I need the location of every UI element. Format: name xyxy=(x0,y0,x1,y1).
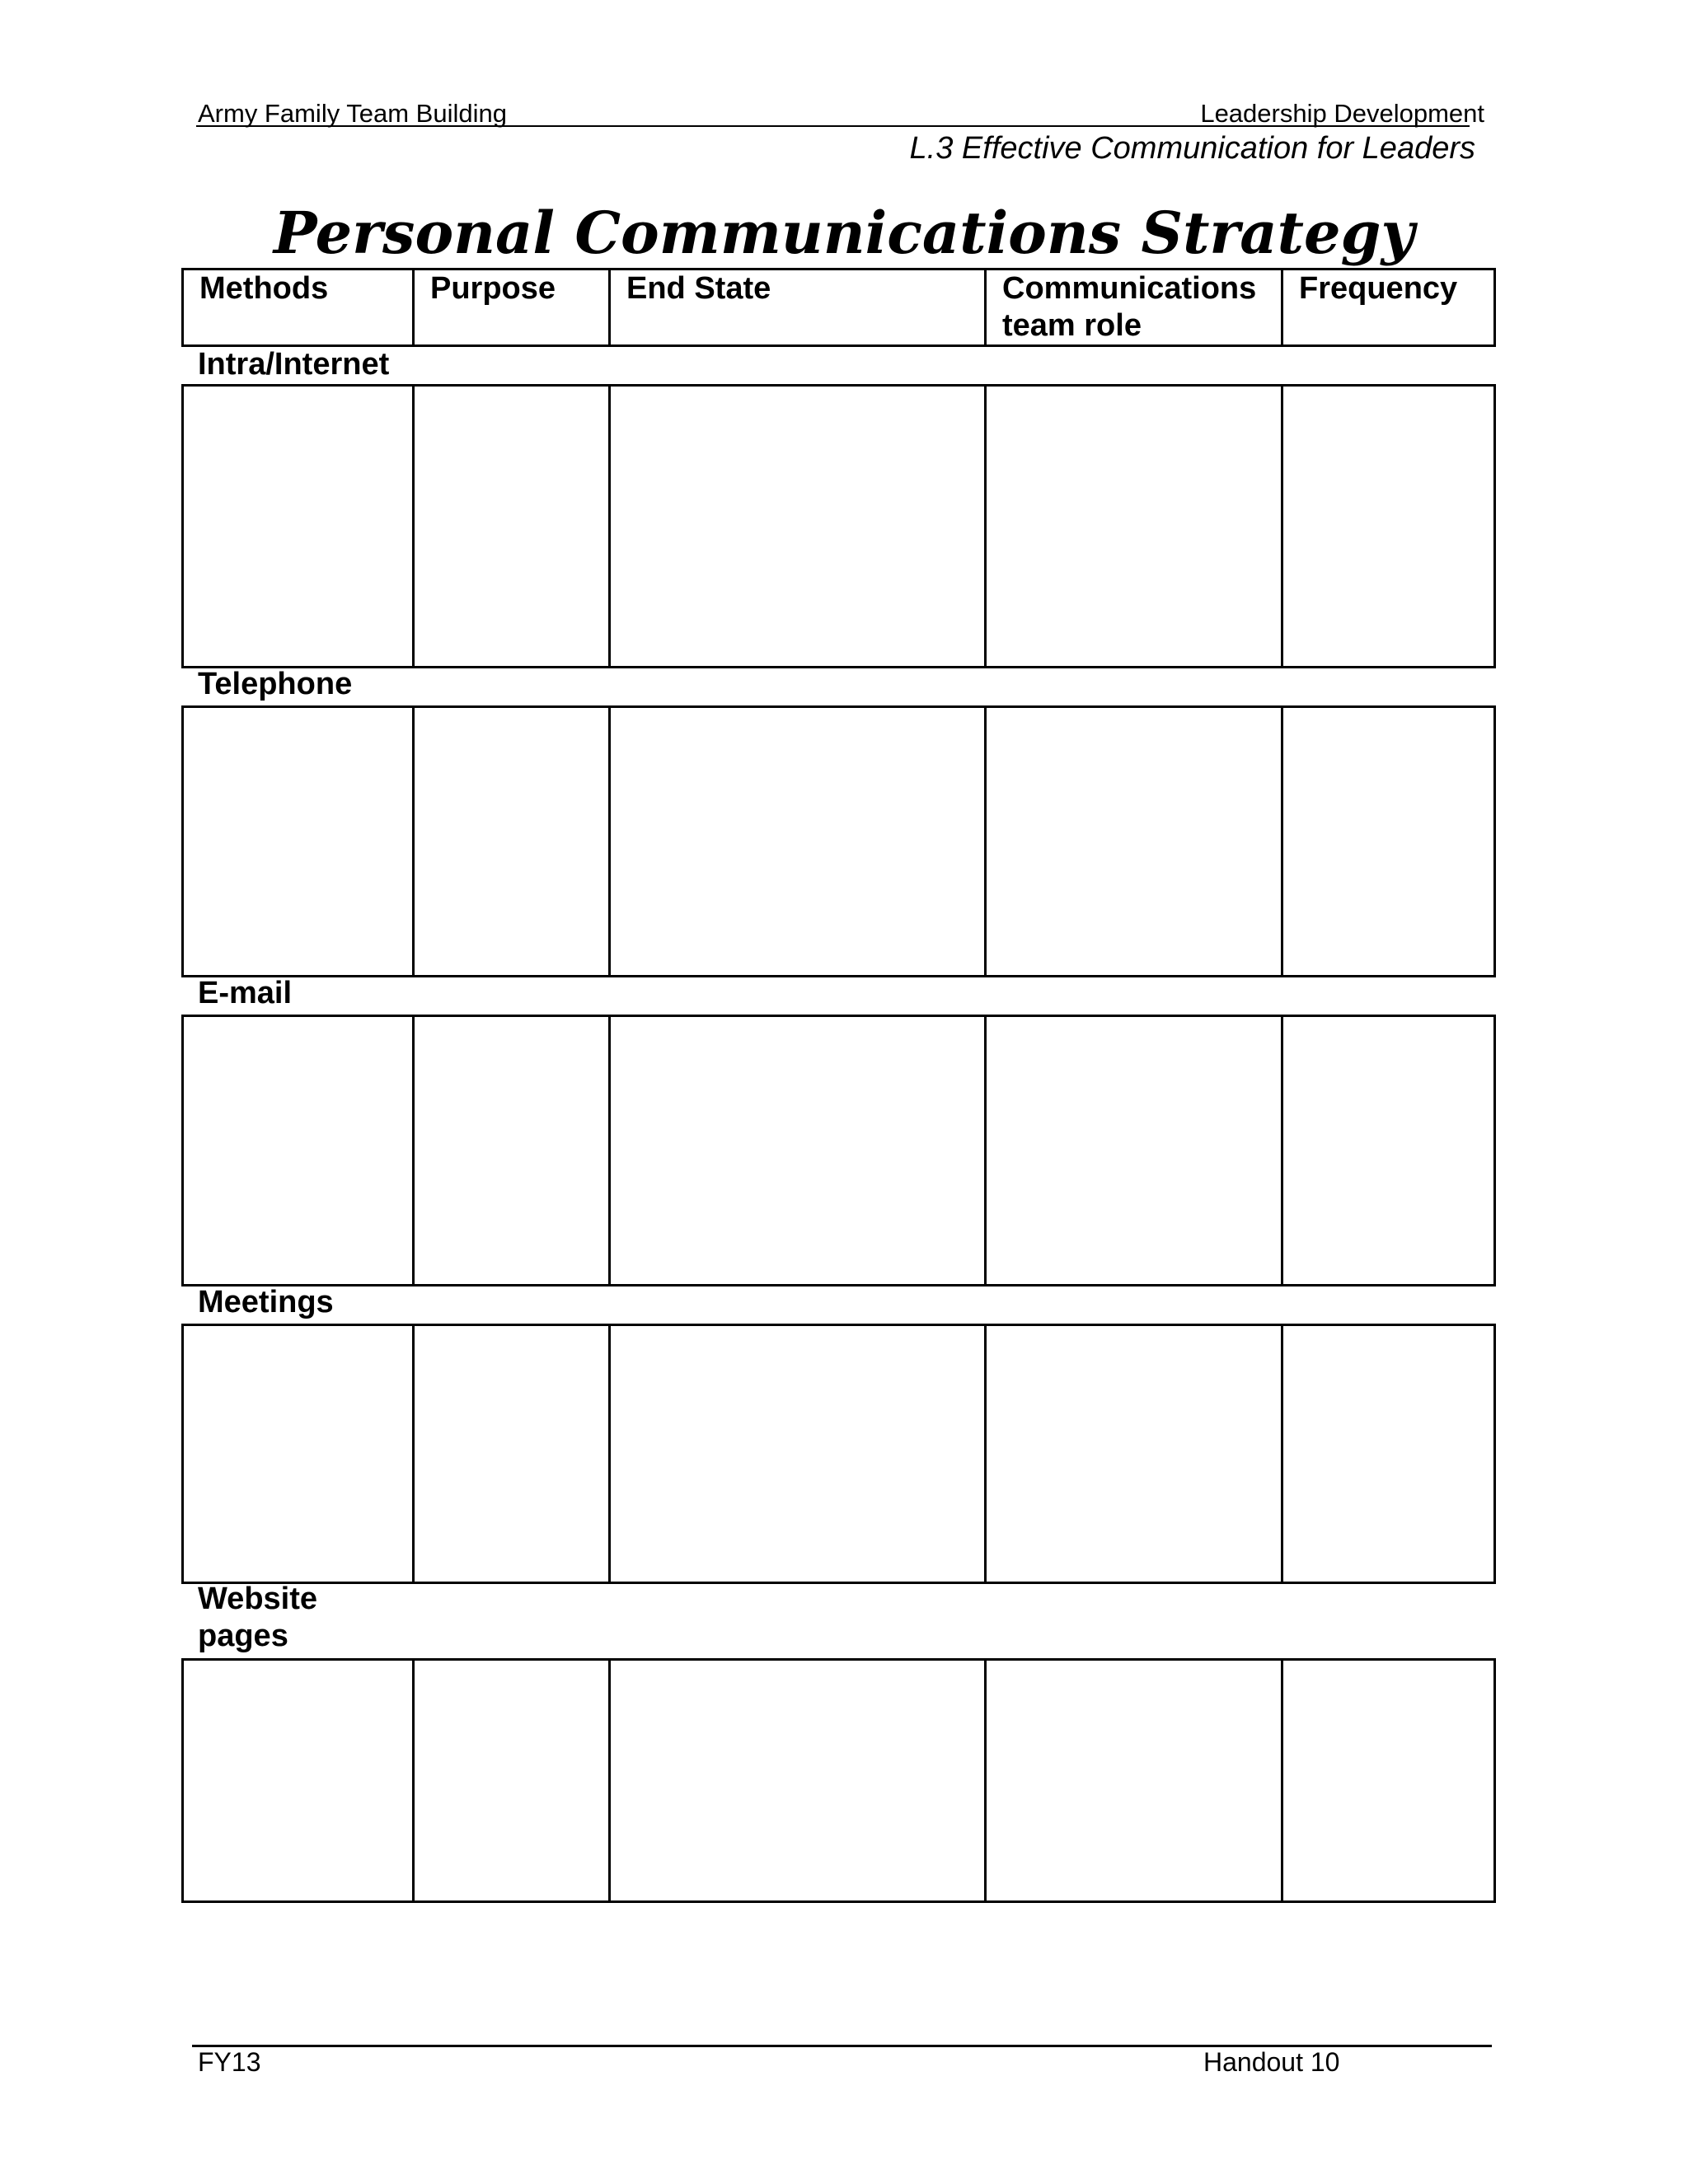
column-divider xyxy=(984,1017,987,1284)
column-divider xyxy=(608,708,611,975)
column-divider xyxy=(984,708,987,975)
column-divider xyxy=(984,270,987,344)
column-divider xyxy=(1281,1661,1283,1900)
column-divider xyxy=(1281,1017,1283,1284)
column-divider xyxy=(412,1326,415,1582)
column-header-end-state: End State xyxy=(626,271,771,306)
column-divider xyxy=(984,387,987,666)
header-subtitle: L.3 Effective Communication for Leaders xyxy=(909,131,1475,166)
section-label-e-mail: E-mail xyxy=(198,976,293,1010)
column-divider xyxy=(1281,1326,1283,1582)
column-divider xyxy=(608,387,611,666)
column-divider xyxy=(984,1326,987,1582)
header-rule xyxy=(196,125,1470,127)
header-left-text: Army Family Team Building xyxy=(198,99,507,128)
column-divider xyxy=(412,270,415,344)
section-grid-intra-internet xyxy=(181,384,1496,668)
page-title: Personal Communications Strategy xyxy=(273,199,1415,267)
section-grid-e-mail xyxy=(181,1015,1496,1286)
section-label-website-pages: Website pages xyxy=(198,1582,318,1653)
column-divider xyxy=(984,1661,987,1900)
column-divider xyxy=(608,1017,611,1284)
column-divider xyxy=(412,708,415,975)
column-divider xyxy=(608,270,611,344)
column-header-purpose: Purpose xyxy=(430,271,556,306)
column-header-methods: Methods xyxy=(199,271,329,306)
column-divider xyxy=(412,1661,415,1900)
column-header-communications-team-role: Communications team role xyxy=(1002,271,1257,343)
column-divider xyxy=(412,387,415,666)
section-grid-website-pages xyxy=(181,1658,1496,1903)
section-label-meetings: Meetings xyxy=(198,1285,334,1319)
section-label-intra-internet: Intra/Internet xyxy=(198,347,390,382)
column-header-frequency: Frequency xyxy=(1299,271,1458,306)
column-divider xyxy=(1281,387,1283,666)
column-divider xyxy=(608,1661,611,1900)
column-divider xyxy=(1281,708,1283,975)
footer-right-text: Handout 10 xyxy=(1203,2047,1340,2077)
table-header-row xyxy=(181,268,1496,347)
footer-left-text: FY13 xyxy=(198,2047,261,2077)
section-label-telephone: Telephone xyxy=(198,667,353,701)
column-divider xyxy=(1281,270,1283,344)
section-grid-telephone xyxy=(181,705,1496,977)
section-grid-meetings xyxy=(181,1324,1496,1584)
column-divider xyxy=(608,1326,611,1582)
column-divider xyxy=(412,1017,415,1284)
header-right-text: Leadership Development xyxy=(1200,99,1484,128)
